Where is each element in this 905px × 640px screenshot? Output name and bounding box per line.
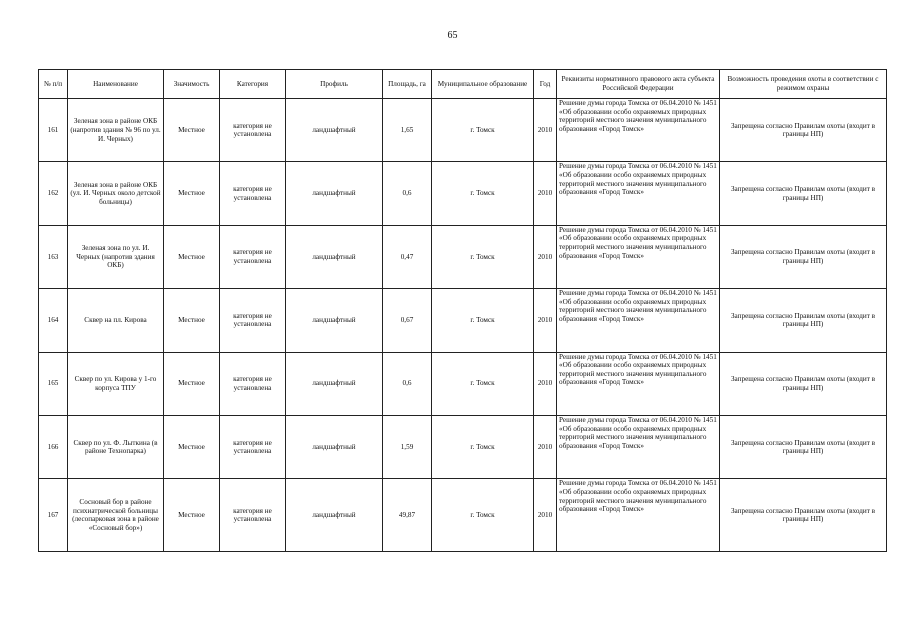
row-number: 163 [39, 225, 68, 288]
table-row [39, 162, 887, 225]
row-profile: ландшафтный [286, 289, 383, 352]
row-legal-act: Решение думы города Томска от 06.04.2010 № 1451 «Об образовании особо охраняемых природных территорий местного значения муниципального образования «Город Томск» [557, 479, 720, 552]
row-profile: ландшафтный [286, 479, 383, 552]
table-row [39, 289, 887, 352]
row-year: 2010 [534, 289, 557, 352]
row-significance: Местное [164, 225, 220, 288]
header-number: № п/п [39, 70, 68, 99]
header-area: Площадь, га [383, 70, 432, 99]
row-category: категория не установлена [220, 289, 286, 352]
row-name: Сквер на пл. Кирова [68, 289, 164, 352]
row-municipality: г. Томск [432, 352, 534, 415]
protected-areas-table [38, 69, 887, 552]
row-name: Зеленая зона в районе ОКБ (напротив здания № 96 по ул. И. Черных) [68, 99, 164, 162]
row-name: Зеленая зона по ул. И. Черных (напротив здания ОКБ) [68, 225, 164, 288]
row-name: Сосновый бор в районе психиатрической больницы (лесопарковая зона в районе «Сосновый бор») [68, 479, 164, 552]
row-area: 1,59 [383, 415, 432, 478]
row-number: 161 [39, 99, 68, 162]
row-category: категория не установлена [220, 415, 286, 478]
row-municipality: г. Томск [432, 415, 534, 478]
table-row [39, 99, 887, 162]
row-significance: Местное [164, 162, 220, 225]
row-municipality: г. Томск [432, 479, 534, 552]
row-category: категория не установлена [220, 479, 286, 552]
header-municipality: Муниципальное образование [432, 70, 534, 99]
row-category: категория не установлена [220, 352, 286, 415]
row-category: категория не установлена [220, 162, 286, 225]
row-year: 2010 [534, 415, 557, 478]
header-legal-act: Реквизиты нормативного правового акта субъекта Российской Федерации [557, 70, 720, 99]
row-year: 2010 [534, 479, 557, 552]
row-legal-act: Решение думы города Томска от 06.04.2010 № 1451 «Об образовании особо охраняемых природных территорий местного значения муниципального образования «Город Томск» [557, 99, 720, 162]
row-category: категория не установлена [220, 99, 286, 162]
row-hunting: Запрещена согласно Правилам охоты (входит в границы НП) [720, 162, 887, 225]
row-legal-act: Решение думы города Томска от 06.04.2010 № 1451 «Об образовании особо охраняемых природных территорий местного значения муниципального образования «Город Томск» [557, 162, 720, 225]
row-name: Сквер по ул. Ф. Лыткина (в районе Технопарка) [68, 415, 164, 478]
row-significance: Местное [164, 479, 220, 552]
row-name: Сквер по ул. Кирова у 1-го корпуса ТПУ [68, 352, 164, 415]
table-row [39, 479, 887, 552]
row-hunting: Запрещена согласно Правилам охоты (входит в границы НП) [720, 99, 887, 162]
row-municipality: г. Томск [432, 225, 534, 288]
header-profile: Профиль [286, 70, 383, 99]
page-number: 65 [447, 30, 458, 41]
table-row [39, 415, 887, 478]
row-municipality: г. Томск [432, 162, 534, 225]
row-legal-act: Решение думы города Томска от 06.04.2010 № 1451 «Об образовании особо охраняемых природных территорий местного значения муниципального образования «Город Томск» [557, 415, 720, 478]
row-legal-act: Решение думы города Томска от 06.04.2010 № 1451 «Об образовании особо охраняемых природных территорий местного значения муниципального образования «Город Томск» [557, 225, 720, 288]
row-year: 2010 [534, 352, 557, 415]
row-year: 2010 [534, 99, 557, 162]
row-significance: Местное [164, 415, 220, 478]
row-area: 0,6 [383, 162, 432, 225]
row-area: 0,47 [383, 225, 432, 288]
row-name: Зеленая зона в районе ОКБ (ул. И. Черных около детской больницы) [68, 162, 164, 225]
row-number: 162 [39, 162, 68, 225]
header-significance: Значимость [164, 70, 220, 99]
row-number: 166 [39, 415, 68, 478]
row-area: 0,67 [383, 289, 432, 352]
row-hunting: Запрещена согласно Правилам охоты (входит в границы НП) [720, 225, 887, 288]
row-area: 1,65 [383, 99, 432, 162]
row-profile: ландшафтный [286, 352, 383, 415]
row-profile: ландшафтный [286, 162, 383, 225]
row-legal-act: Решение думы города Томска от 06.04.2010 № 1451 «Об образовании особо охраняемых природных территорий местного значения муниципального образования «Город Томск» [557, 289, 720, 352]
row-year: 2010 [534, 162, 557, 225]
row-number: 167 [39, 479, 68, 552]
header-hunting: Возможность проведения охоты в соответствии с режимом охраны [720, 70, 887, 99]
row-hunting: Запрещена согласно Правилам охоты (входит в границы НП) [720, 352, 887, 415]
header-year: Год [534, 70, 557, 99]
header-category: Категория [220, 70, 286, 99]
row-category: категория не установлена [220, 225, 286, 288]
row-significance: Местное [164, 352, 220, 415]
row-hunting: Запрещена согласно Правилам охоты (входит в границы НП) [720, 415, 887, 478]
row-number: 164 [39, 289, 68, 352]
table-row [39, 352, 887, 415]
row-profile: ландшафтный [286, 225, 383, 288]
row-hunting: Запрещена согласно Правилам охоты (входит в границы НП) [720, 479, 887, 552]
row-significance: Местное [164, 289, 220, 352]
row-municipality: г. Томск [432, 289, 534, 352]
row-profile: ландшафтный [286, 415, 383, 478]
row-year: 2010 [534, 225, 557, 288]
row-significance: Местное [164, 99, 220, 162]
row-hunting: Запрещена согласно Правилам охоты (входит в границы НП) [720, 289, 887, 352]
header-name: Наименование [68, 70, 164, 99]
row-legal-act: Решение думы города Томска от 06.04.2010 № 1451 «Об образовании особо охраняемых природных территорий местного значения муниципального образования «Город Томск» [557, 352, 720, 415]
row-number: 165 [39, 352, 68, 415]
table-row [39, 225, 887, 288]
row-municipality: г. Томск [432, 99, 534, 162]
table-header-row [39, 70, 887, 99]
row-area: 0,6 [383, 352, 432, 415]
row-area: 49,87 [383, 479, 432, 552]
row-profile: ландшафтный [286, 99, 383, 162]
